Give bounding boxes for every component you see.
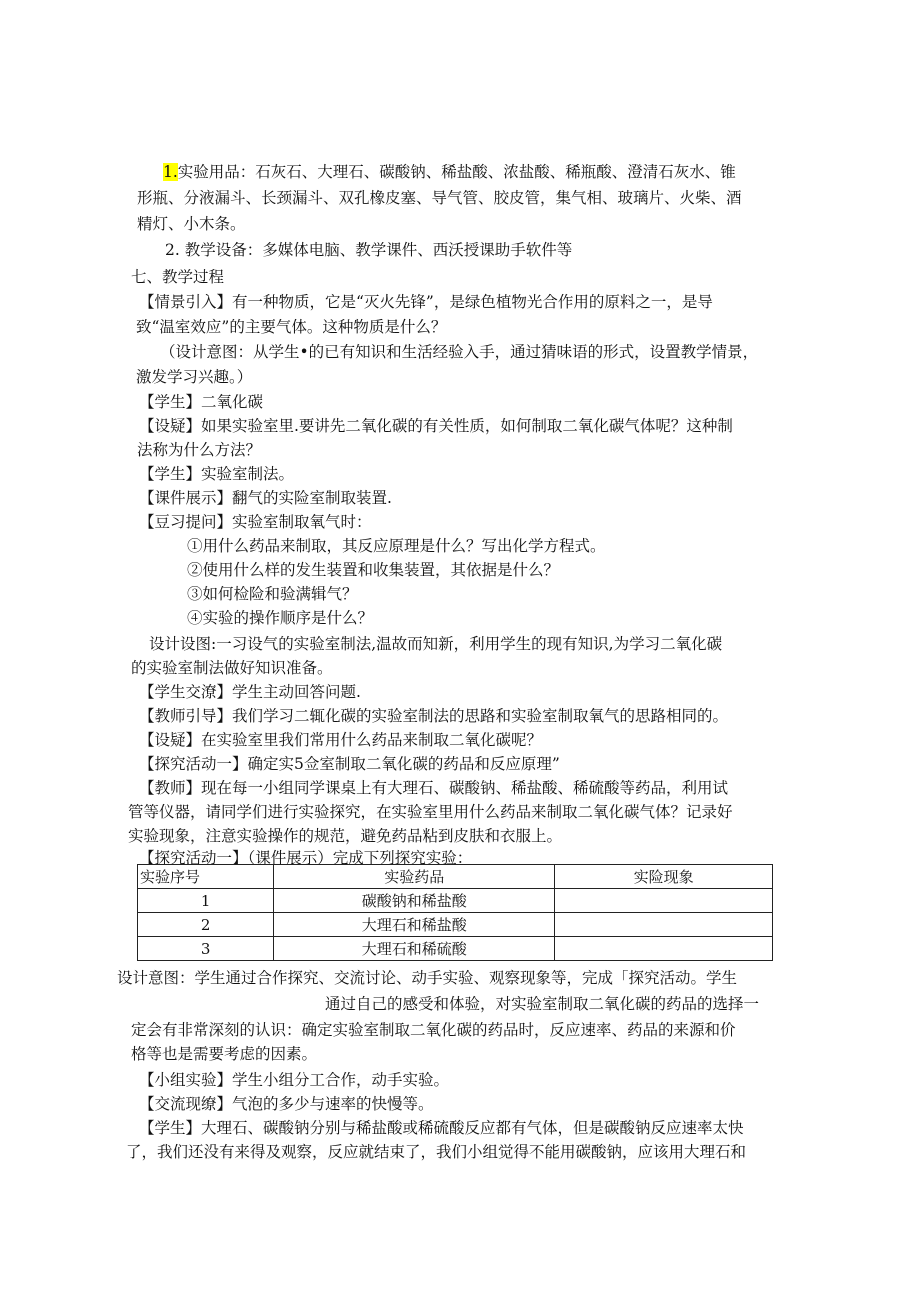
table-cell: 3 xyxy=(138,937,274,961)
text-line: 的实验室制法做好知识准备。 xyxy=(131,659,333,677)
text-line: 格等也是需要考虑的因素。 xyxy=(131,1045,318,1063)
text-line: 通过自己的感受和体验，对实验室制取二氧化碳的药品的选择一 xyxy=(325,995,760,1013)
table-cell: 1 xyxy=(138,889,274,913)
text-line: 【教师】现在每一小组同学课桌上有大理石、碳酸钠、稀盐酸、稀硫酸等药品，利用试 xyxy=(139,779,729,797)
text-line: 【课件展示】翻气的实险室制取装置. xyxy=(139,489,392,507)
text-line: 【豆习提问】实验室制取氧气时： xyxy=(139,513,372,531)
text-line: 【学生交潦】学生主动回答问题. xyxy=(139,683,361,701)
table-cell xyxy=(555,889,773,913)
table-row xyxy=(138,937,773,961)
text-line: 定会有非常深刻的认识：确定实验室制取二氧化碳的药品时，反应速率、药品的来源和价 xyxy=(131,1021,736,1039)
text-line: （设计意图：从学生•的已有知识和生活经验入手，通过猜味语的形式，设置教学情景， xyxy=(160,343,759,361)
text-line: 了，我们还没有来得及观察，反应就结束了，我们小组觉得不能用碳酸钠，应该用大理石和 xyxy=(126,1143,747,1161)
text-line: 管等仪器，请同学们进行实验探究，在实验室里用什么药品来制取二氧化碳气体？记录好 xyxy=(128,803,733,821)
text-line: 【交流现缭】气泡的多少与速率的快慢等。 xyxy=(139,1095,434,1113)
table-cell xyxy=(555,913,773,937)
equipment-line: 2. 教学设备：多媒体电脑、教学课件、西沃授课助手软件等 xyxy=(165,241,573,259)
text-line: 【情景引入】有一种物质，它是“灭火先锋”，是绿色植物光合作用的原料之一，是导 xyxy=(139,293,713,311)
question-item: ②使用什么样的发生装置和收集装置，其依据是什么？ xyxy=(187,561,560,579)
materials-line-2: 形瓶、分液漏斗、长颈漏斗、双孔橡皮塞、导气管、胶皮管，集气相、玻璃片、火柴、酒 xyxy=(137,189,742,207)
table-cell xyxy=(555,937,773,961)
text-line: 【学生】实验室制法。 xyxy=(139,465,295,483)
text-line: 【设疑】如果实验室里.要讲先二氧化碳的有关性质，如何制取二氧化碳气体呢？这种制 xyxy=(139,417,733,435)
text-line: 【探究活动一】（课件展示）完成下列探究实验： xyxy=(139,849,473,867)
text-line: 激发学习兴趣。） xyxy=(136,368,253,386)
table-row xyxy=(138,913,773,937)
question-item: ④实验的操作顺序是什么？ xyxy=(187,609,374,627)
table-header: 实验药品 xyxy=(274,865,555,889)
text-line: 设计设图:一习设气的实验室制法,温故而知新，利用学生的现有知识,为学习二氧化碳 xyxy=(149,635,723,653)
text-line: 致“温室效应”的主要气体。这种物质是什么？ xyxy=(136,318,447,336)
text-line: 【学生】大理石、碳酸钠分别与稀盐酸或稀硫酸反应都有气体，但是碳酸钠反应速率太快 xyxy=(139,1119,744,1137)
table-header: 实验序号 xyxy=(138,865,274,889)
text-line: 法称为什么方法？ xyxy=(137,441,262,459)
question-item: ①用什么药品来制取，其反应原理是什么？写出化学方程式。 xyxy=(187,537,606,555)
table-row xyxy=(138,889,773,913)
table-cell: 2 xyxy=(138,913,274,937)
text-line: 【教师引导】我们学习二辄化碳的实验室制法的思路和实验室制取氧气的思路相同的。 xyxy=(139,707,729,725)
text-line: 【探究活动一】确定实5佥室制取二氧化碳的药品和反应原理” xyxy=(139,755,560,773)
table-header: 实险现象 xyxy=(555,865,773,889)
materials-line-1: 1.实验用品：石灰石、大理石、碳酸钠、稀盐酸、浓盐酸、稀瓶酸、澄清石灰水、锥 xyxy=(163,163,736,181)
text-line: 【小组实验】学生小组分工合作，动手实验。 xyxy=(139,1071,450,1089)
section-heading: 七、教学过程 xyxy=(131,268,225,286)
text-line: 实验现象，注意实验操作的规范，避免药品粘到皮肤和衣服上。 xyxy=(128,827,563,845)
item-number: 1. xyxy=(163,163,178,181)
text-line: 【学生】二氧化碳 xyxy=(139,393,264,411)
text-line: 【设疑】在实验室里我们常用什么药品来制取二氧化碳呢？ xyxy=(139,731,543,749)
table-cell: 大理石和稀硫酸 xyxy=(274,937,555,961)
table-header-row xyxy=(138,865,773,889)
materials-line-3: 精灯、小木条。 xyxy=(137,215,246,233)
experiment-table xyxy=(137,864,773,961)
table-cell: 碳酸钠和稀盐酸 xyxy=(274,889,555,913)
table-cell: 大理石和稀盐酸 xyxy=(274,913,555,937)
text-line: 设计意图：学生通过合作探究、交流讨论、动手实验、观察现象等，完成「探究活动。学生 xyxy=(117,969,738,987)
question-item: ③如何检险和验满辑气？ xyxy=(187,585,358,603)
